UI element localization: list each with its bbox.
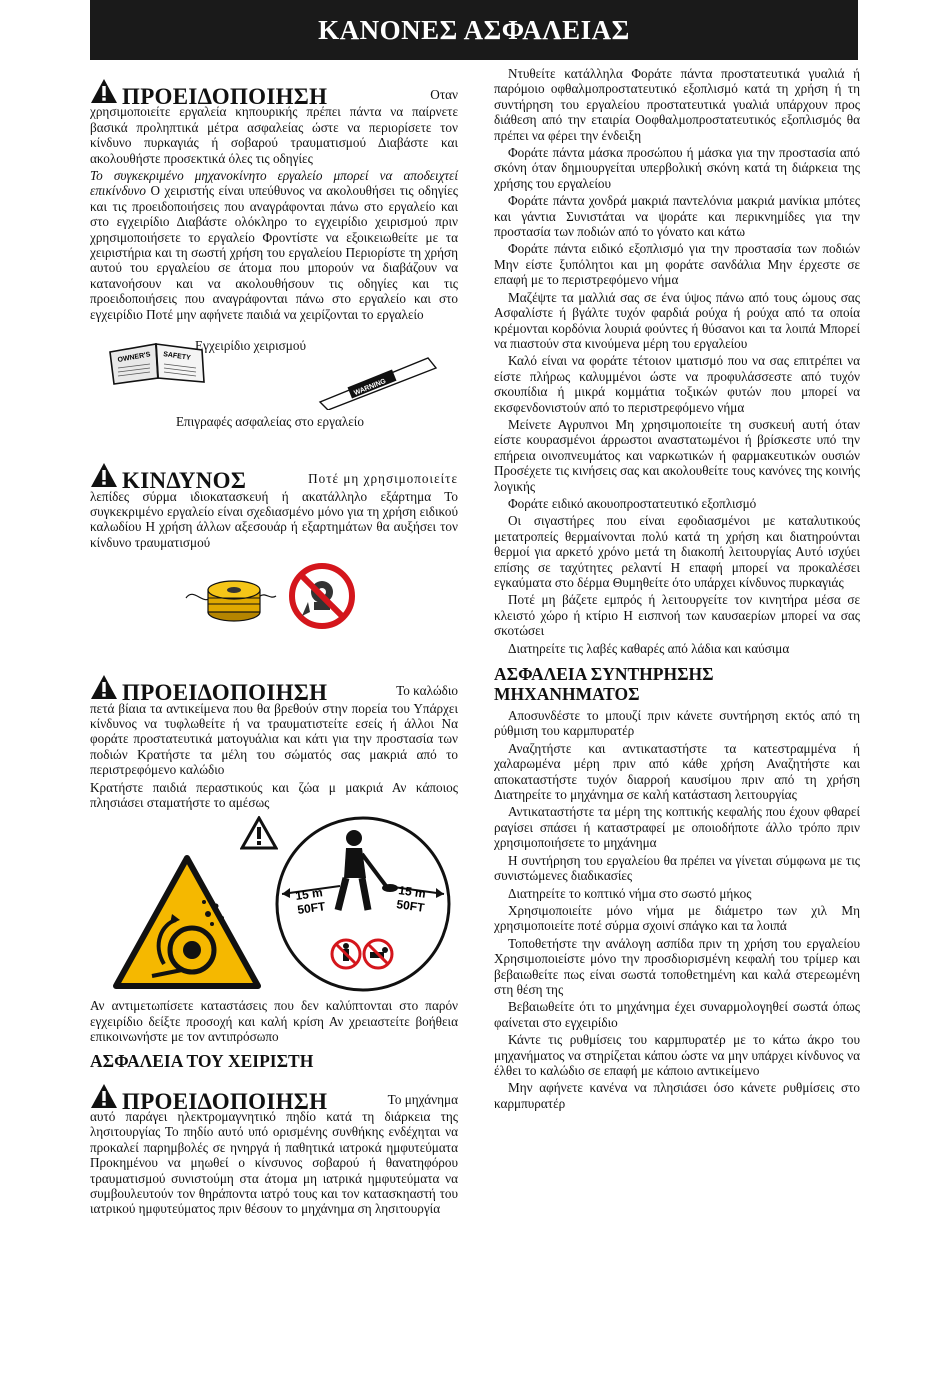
list-item: Ποτέ μη βάζετε εμπρός ή λειτουργείτε τον κινητήρα μέσα σε κλειστό χώρο ή κτίριο Η εισπνοή των καυσαερίων μπορεί να σας σκοτώσει xyxy=(494,592,860,639)
distance-label-right: 15 m xyxy=(397,883,427,902)
book-word-right: SAFETY xyxy=(162,351,192,362)
list-item: Μην αφήνετε κανένα να πλησιάσει όσο κάνετε ρυθμίσεις στο καρμπυρατέρ xyxy=(494,1080,860,1111)
list-item: Μείνετε Αγρυπνοι Μη χρησιμοποιείτε τη συσκευή αυτή όταν είστε κουρασμένοι άρρωστοι αναστατωμένοι ή βρίσκεστε υπό την επήρεια οινοπνευμάτος και ναρκωτικών ή φαρμακευτικών ουσιών Προσέχετε τις κινήσεις σας και ακολουθείτε τους κανόνες της κοινής λογικής xyxy=(494,416,860,494)
list-item: Οι σιγαστήρες που είναι εφοδιασμένοι με καταλυτικούς μετατροπείς θερμαίνονται πολύ κατά τη χρήση και διατηρούνται θερμοί για αρκετό χρόνο μετά τη διακοπή λειτουργίας Αυτό ισχύει επίσης σε ταχύτητες ρελαντί Η επαφή μπορεί να προκαλέσει εγκαύματα στο δέρμα Θυμηθείτε ότο υπάρχει κίνδυνος πυρκαγιάς xyxy=(494,513,860,590)
operator-rules-list xyxy=(494,66,860,656)
list-item: Διατηρείτε τις λαβές καθαρές από λάδια και καύσιμα xyxy=(508,640,790,656)
list-item: Βεβαιωθείτε ότι το μηχάνημα έχει συναρμολογηθεί σωστά όπως φαίνεται στο εγχειρίδιο xyxy=(494,999,860,1030)
list-item: Χρησιμοποιείτε μόνο νήμα με διάμετρο των χιλ Μη χρησιμοποιείτε ποτέ σύρμα σχοινί σπάγκο και τα λοιπά xyxy=(494,902,860,934)
warning-label: ΠΡΟΕΙΔΟΠΟΙΗΣΗ xyxy=(122,1088,328,1114)
list-item: Αναζητήστε και αντικαταστήστε τα κατεστραμμένα ή χαλαρωμένα μέρη πριν από κάθε χρήση Αναζητήστε και αποκαταστήστε τυχόν διαρροή καυσίμου πριν από τη χρήση Διατηρείτε το μηχάνημα σε καλή κατάσταση λειτουργίας xyxy=(494,740,860,803)
no-animals-icon xyxy=(364,940,392,968)
warning-triangle-icon xyxy=(90,462,118,488)
list-item: Τοποθετήστε την ανάλογη ασπίδα πριν τη χρήση του εργαλείου Χρησιμοποιείστε μόνο την προσδιορισμένη κεφαλή του τρίμερ και βεβαιωθείτε πως είναι σωστά τοποθετημένη και καλά στερεωμένη στη θέση της xyxy=(494,935,860,997)
list-item: Αποσυνδέστε το μπουζί πριν κάνετε συντήρηση εκτός από τη ρύθμιση του καρμπυρατέρ xyxy=(494,708,860,739)
warning-triangle-icon xyxy=(90,1083,118,1109)
danger-lead: Ποτέ μη χρησιμοποιείτε xyxy=(308,471,458,487)
distance-label-left: 15 m xyxy=(294,885,324,904)
warning-lead: Οταν xyxy=(430,87,458,102)
maintenance-title-line-2: ΜΗΧΑΝΗΜΑΤΟΣ xyxy=(494,684,640,705)
danger-block xyxy=(90,462,458,550)
distance-label-right-ft: 50FT xyxy=(395,897,426,916)
list-item: Ντυθείτε κατάλληλα Φοράτε πάντα προστατευτικά γυαλιά ή παρόμοιο οφθαλμοπροστατευτικό εξοπλισμό κατά τη χρήση ή τη συντήρηση του εργαλείου προστατευτικά γυαλιά υπάρχουν προς διάθεση από την εταιρία Οοφθαλμοπροστατευτικός εξοπλισμός θα πρέπει να φέρει την ένδειξη xyxy=(494,66,860,143)
maintenance-rules-list xyxy=(494,708,860,1111)
decal-word: WARNING xyxy=(353,377,388,398)
danger-label: ΚΙΝΔΥΝΟΣ xyxy=(122,468,247,494)
decal-shaft-icon xyxy=(318,350,438,410)
warning-block-2 xyxy=(90,674,458,810)
page-title: ΚΑΝΟΝΕΣ ΑΣΦΑΛΕΙΑΣ xyxy=(318,14,630,45)
warning-text: χρησιμοποιείτε εργαλεία κηπουρικής πρέπει πάντα να παίρνετε βασικά προληπτικά μέτρα ασφαλείας ώστε να περιορίσετε τον κίνδυνο πυρκαγιάς ή σοβαρού τραυματισμού Διαβάστε και ακολουθήστε προσεκτικά όλες τις οδηγίες xyxy=(90,104,458,166)
maintenance-title-line-1: ΑΣΦΑΛΕΙΑ ΣΥΝΤΗΡΗΣΗΣ xyxy=(494,664,714,685)
maintenance-safety-title xyxy=(494,664,860,704)
list-item: Φοράτε πάντα μάσκα προσώπου ή μάσκα για την προστασία από σκόνη όταν δημιουργείται υπερβολική σκόνη κατά τη διάρκεια της χρήσης του εργαλείου xyxy=(494,145,860,191)
distance-label-left-ft: 50FT xyxy=(296,899,327,918)
warning-text: αυτό παράγει ηλεκτρομαγνητικό πηδίο κατά τη διάρκεια της λησιτουργίας Το πηδίο αυτό υπό ορισμένης συνθήκης ενδέχηται να προκαλεί παρημβολές σε ηνηργά ή παθητικά ιατροκά ημφυτεύματα Προκημένου να μηωθεί ο κίνσυνος σοβαρού ή θανατηφόρου τραυματισμού συνιστούμη στα άτομα μη ιατρικά ημφυτεύματα να συμβουλευτούν τον θηράποντα ιατρό τους και τον κατασκηαστή του ιατρικού ημφυτεύματος πριν θέσουν το μηχάνημα ση λησιτουργία xyxy=(90,1109,458,1217)
warning-lead: Το μηχάνημα xyxy=(387,1091,458,1107)
list-item: Διατηρείτε το κοπτικό νήμα στο σωστό μήκος xyxy=(508,885,752,901)
book-word-left: OWNER'S xyxy=(117,351,152,365)
list-item: Η συντήρηση του εργαλείου θα πρέπει να γίνεται σύμφωνα με τις συνιστώμενες διαδικασίες xyxy=(494,852,860,884)
warning-label: ΠΡΟΕΙΔΟΠΟΙΗΣΗ xyxy=(122,680,328,706)
safety-distance-figure xyxy=(90,814,458,992)
operator-safety-title: ΑΣΦΑΛΕΙΑ ΤΟΥ ΧΕΙΡΙΣΤΗ xyxy=(90,1050,314,1071)
warning-block-3 xyxy=(90,1083,458,1217)
warning-text-2 xyxy=(90,168,458,322)
warning-triangle-icon xyxy=(90,674,118,700)
list-item: Φοράτε πάντα χονδρά μακριά παντελόνια μακριά μανίκια μπότες και γάντια Συνιστάται να ψοράτε και περικνημίδες για την προστασία των ποδιών από το γόνατο και κάτω xyxy=(494,193,860,240)
after-figure-text: Αν αντιμετωπίσετε καταστάσεις που δεν καλύπτονται στο παρόν εγχειρίδιο δείξτε προσοχή και καλή κρίση Αν χρειαστείτε βοήθεια επικοινωνήστε με τον αντιπρόσωπο xyxy=(90,998,458,1045)
page-header xyxy=(90,0,858,60)
manual-decal-figure xyxy=(90,338,458,438)
flying-debris-warning-icon xyxy=(112,854,262,990)
warning-text: πετά βίαια τα αντικείμενα που θα βρεθούν στην πορεία του Υπάρχει κίνδυνος να τυφλωθείτε ή να τραυματιστείτε εσείς ή άλλοι Να φοράτε προστατευτικά ματογυάλια και κάτι για την προστασία των ποδιών Κρατήστε τα μέλη του σώματός σας μακριά από το περιστρεφόμενο καλώδιο xyxy=(90,700,458,778)
trimmer-head-figure xyxy=(90,558,458,648)
list-item: Καλό είναι να φοράτε τέτοιον ιματισμό που να σας επιτρέπει να είστε πλήρως καλυμμένοι ώστε να προφυλάσσεστε από τυχόν σκουπίδια ή μικρά κομμάτια τοξικών φυτών που μπορεί να εκσφενδονιστούν από το περιστρεφόμενο νήμα xyxy=(494,353,860,415)
warning-text-2: Κρατήστε παιδιά περαστικούς και ζώα μ μακριά Αν κάποιος πλησιάσει σταματήστε το αμέσως xyxy=(90,779,458,810)
warning-block-1 xyxy=(90,78,458,322)
trimmer-head-icon xyxy=(182,572,277,632)
left-column xyxy=(90,66,458,1219)
list-item: Μαζέψτε τα μαλλιά σας σε ένα ύψος πάνω από τους ώμους σας Ασφαλίστε ή βγάλτε τυχόν φαρδιά ρούχα ή ρούχα από τα οποία κρέμονται κορδόνια λουριά φούντες ή θύσανοι και τα λοιπά Μπορεί να πιαστούν στα κινούμενα μέρη του εργαλείου xyxy=(494,289,860,351)
owners-manual-icon xyxy=(108,338,208,388)
right-column xyxy=(494,66,860,1113)
warning-triangle-icon xyxy=(90,78,118,104)
no-blade-prohibition-icon xyxy=(288,562,356,630)
list-item: Φοράτε ειδικό ακουοπροστατευτικό εξοπλισμό xyxy=(508,495,757,511)
warning-label: ΠΡΟΕΙΔΟΠΟΙΗΣΗ xyxy=(122,84,328,109)
no-people-icon xyxy=(332,940,360,968)
fifteen-meter-zone-icon xyxy=(268,814,458,992)
warning-lead: Το καλώδιο xyxy=(396,683,458,699)
list-item: Κάντε τις ρυθμίσεις του καρμπυρατέρ με το κάτω άκρο του μηχανήματος να στηρίζεται κάπου ώστε να μην υπάρχει κίνδυνος να έλθει το καλώδιο σε επαφή με κάποιο αντικείμενο xyxy=(494,1032,860,1078)
decal-caption: Επιγραφές ασφαλείας στο εργαλείο xyxy=(176,414,364,430)
danger-text: λεπίδες σύρμα ιδιοκατασκευή ή ακατάλληλο εξάρτημα Το συγκεκριμένο εργαλείο είναι σχεδιασμένο μόνο για τη χρήση ειδικού καλωδίου Η χρήση άλλων αξεσουάρ ή εξαρτημάτων θα αυξήσει τον κίνδυνο τραυματισμού xyxy=(90,488,458,550)
list-item: Αντικαταστήστε τα μέρη της κοπτικής κεφαλής που έχουν φθαρεί ραγίσει σπάσει ή καταστραφεί με οποιοδήποτε άλλο τρόπο πριν χρησιμοποιήσετε το μηχάνημα xyxy=(494,804,860,851)
list-item: Φοράτε πάντα ειδικό εξοπλισμό για την προστασία των ποδιών Μην είστε ξυπόλητοι και μη φοράτε σανδάλια Μην έρχεστε σε επαφή με το περιστρεφόμενο νήμα xyxy=(494,241,860,288)
warning-text-2-body: Ο χειριστής είναι υπεύθυνος να ακολουθήσει τις οδηγίες και τις προειδοποιήσεις που αναγράφονται πάνω στο εργαλείο και στο εγχειρίδιο Διαβάστε ολόκληρο το εγχειρίδιο χειρισμού πριν χρησιμοποιήσετε το εργαλείο Φροντίστε να εξοικειωθείτε με τα χειριστήρια και τη σωστή χρήση του εργαλείου Περιορίστε τη χρήση αυτού του εργαλείου σε άτομα που μπορούν να διαβάζουν να κατανοήσουν και να ακολουθήσουν τις οδηγίες και τις προειδοποιήσεις που αναγράφονται πάνω στο εργαλείο και στο εγχειρίδιο Ποτέ μην αφήνετε παιδιά να χειρίζονται το εργαλείο xyxy=(90,183,458,322)
manual-caption: Εγχειρίδιο χειρισμού xyxy=(195,338,306,354)
warning-italic: Το συγκεκριμένο μηχανοκίνητο εργαλείο μπορεί να αποδειχτεί επικίνδυνο xyxy=(90,168,458,199)
